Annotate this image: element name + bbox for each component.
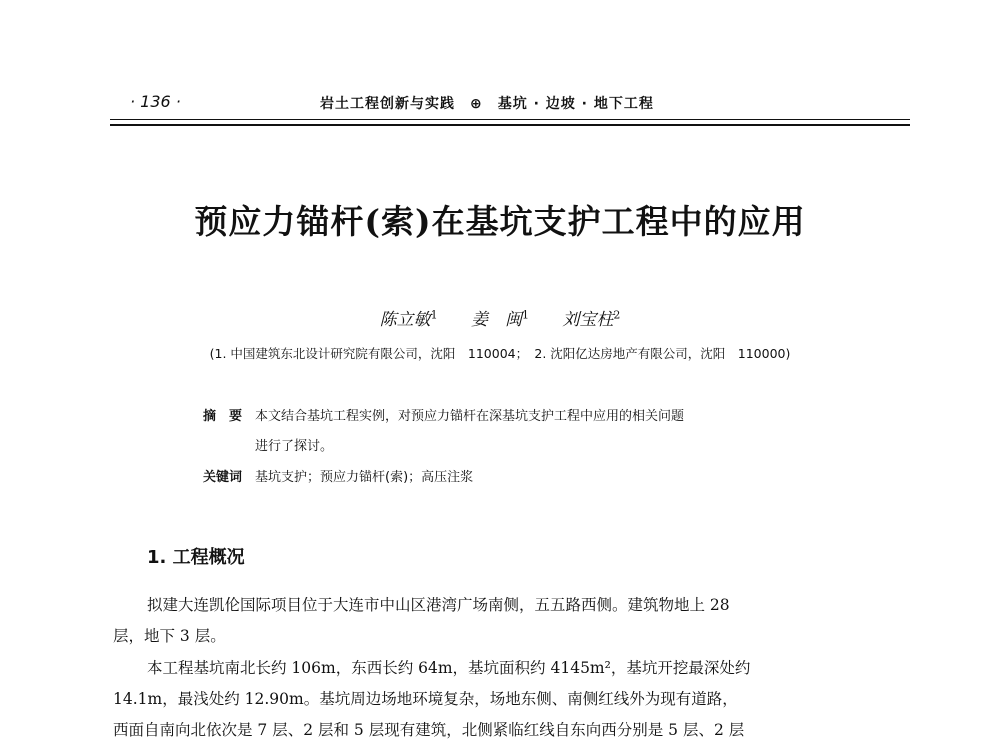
paper-title: 预应力锚杆(索)在基坑支护工程中的应用 — [194, 202, 806, 241]
body-line: 拟建大连凯伦国际项目位于大连市中山区港湾广场南侧，五五路西侧。建筑物地上 28 — [147, 596, 730, 614]
keywords-text: 基坑支护；预应力锚杆(索)；高压注浆 — [255, 470, 474, 485]
body-line: 本工程基坑南北长约 106m，东西长约 64m，基坑面积约 4145m²，基坑开挖最深处约 — [147, 659, 751, 677]
keywords — [203, 466, 883, 485]
author: 姜 闽$^1$ — [471, 308, 529, 330]
body-line: 14.1m，最浅处约 12.90m。基坑周边场地环境复杂，场地东侧、南侧红线外为现有道路， — [113, 690, 738, 708]
section-heading: 1. 工程概况 — [147, 547, 245, 568]
abstract-text-line1: 本文结合基坑工程实例，对预应力锚杆在深基坑支护工程中应用的相关问题 — [255, 409, 685, 424]
author: 陈立敏$^1$ — [379, 308, 438, 330]
header-rule-thick — [110, 124, 910, 126]
page-number: · 136 · — [130, 92, 181, 111]
body-line: 层，地下 3 层。 — [113, 627, 226, 645]
abstract-label: 摘 要 — [203, 409, 243, 424]
running-head: 岩土工程创新与实践 ⊕ 基坑 · 边坡 · 地下工程 — [320, 96, 654, 112]
body-line: 西面自南向北依次是 7 层、2 层和 5 层现有建筑，北侧紧临红线自东向西分别是 5 层、2 层 — [113, 721, 745, 739]
abstract — [203, 405, 883, 424]
page-header — [110, 92, 910, 118]
abstract-text-line2: 进行了探讨。 — [255, 439, 334, 454]
affiliations: (1. 中国建筑东北设计研究院有限公司，沈阳 110004； 2. 沈阳亿达房地产有限公司，沈阳 110000) — [209, 346, 791, 361]
author: 刘宝柱$^2$ — [562, 308, 621, 330]
header-rule-thin — [110, 119, 910, 120]
author-list — [0, 305, 1000, 330]
keywords-label: 关键词 — [203, 470, 243, 485]
